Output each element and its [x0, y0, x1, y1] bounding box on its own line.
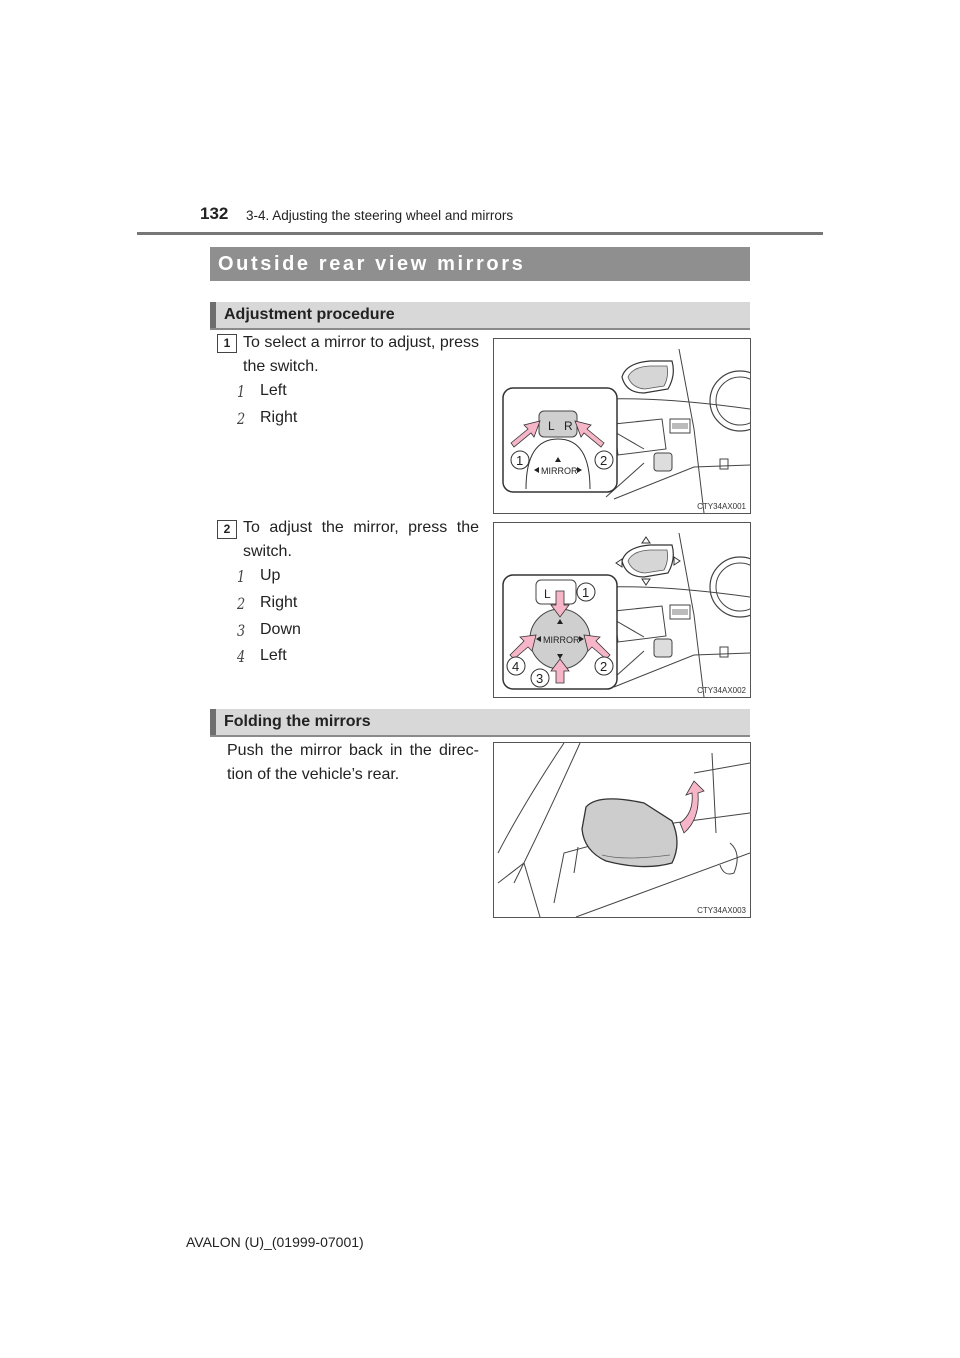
step-1-badge: 1: [217, 334, 237, 353]
step-2-item-3-number: 3: [237, 621, 246, 640]
mirror-folding-illustration: [494, 743, 750, 917]
step-2-text: To adjust the mirror, press the switch.: [243, 519, 479, 560]
figure-1-callout-2: 2: [600, 453, 608, 468]
subheading-adjustment: [210, 302, 750, 330]
step-2-item-4-number: 4: [237, 647, 246, 666]
subheading-folding-text: Folding the mirrors: [224, 713, 371, 730]
figure-1-label-r: R: [564, 419, 573, 433]
footer-model-code: AVALON (U)_(01999-07001): [186, 1234, 364, 1250]
figure-1-callout-1: 1: [516, 453, 524, 468]
folding-text: Push the mirror back in the direc-tion of the vehicle’s rear.: [227, 742, 479, 783]
section-title: Outside rear view mirrors: [218, 253, 526, 275]
step-1-item-2-label: Right: [260, 409, 298, 426]
figure-2-label-mirror: MIRROR: [543, 635, 580, 645]
mirror-adjust-illustration: [494, 523, 750, 697]
step-2-badge: 2: [217, 520, 237, 539]
header-rule: [137, 232, 823, 235]
figure-2-callout-4: 4: [512, 659, 520, 674]
mirror-select-illustration: [494, 339, 750, 513]
figure-1-code: CTY34AX001: [697, 502, 746, 511]
page-number: 132: [200, 204, 229, 223]
figure-mirror-folding: [493, 742, 751, 918]
subheading-adjustment-text: Adjustment procedure: [224, 306, 395, 323]
step-1-item-1-number: 1: [237, 382, 246, 401]
subheading-folding: [210, 709, 750, 737]
step-2-item-4-label: Left: [260, 647, 287, 664]
step-2-item-1-label: Up: [260, 567, 281, 584]
figure-3-code: CTY34AX003: [697, 906, 746, 915]
step-1-item-2-number: 2: [237, 409, 246, 428]
step-2-item-2-label: Right: [260, 594, 298, 611]
step-1-text: To select a mirror to adjust, press the switch.: [243, 334, 479, 375]
figure-mirror-adjust-switch: [493, 522, 751, 698]
figure-1-label-l: L: [548, 419, 555, 433]
step-2-item-2-number: 2: [237, 594, 246, 613]
step-2-item-1-number: 1: [237, 567, 246, 586]
figure-2-code: CTY34AX002: [697, 686, 746, 695]
figure-1-label-mirror: MIRROR: [541, 466, 578, 476]
figure-2-callout-1: 1: [582, 585, 590, 600]
figure-2-label-l: L: [544, 587, 551, 601]
figure-2-callout-2: 2: [600, 659, 608, 674]
figure-mirror-select-switch: [493, 338, 751, 514]
step-2-item-3-label: Down: [260, 621, 301, 638]
figure-2-callout-3: 3: [536, 671, 544, 686]
running-header: 3-4. Adjusting the steering wheel and mirrors: [246, 208, 514, 223]
step-1-item-1-label: Left: [260, 382, 287, 399]
